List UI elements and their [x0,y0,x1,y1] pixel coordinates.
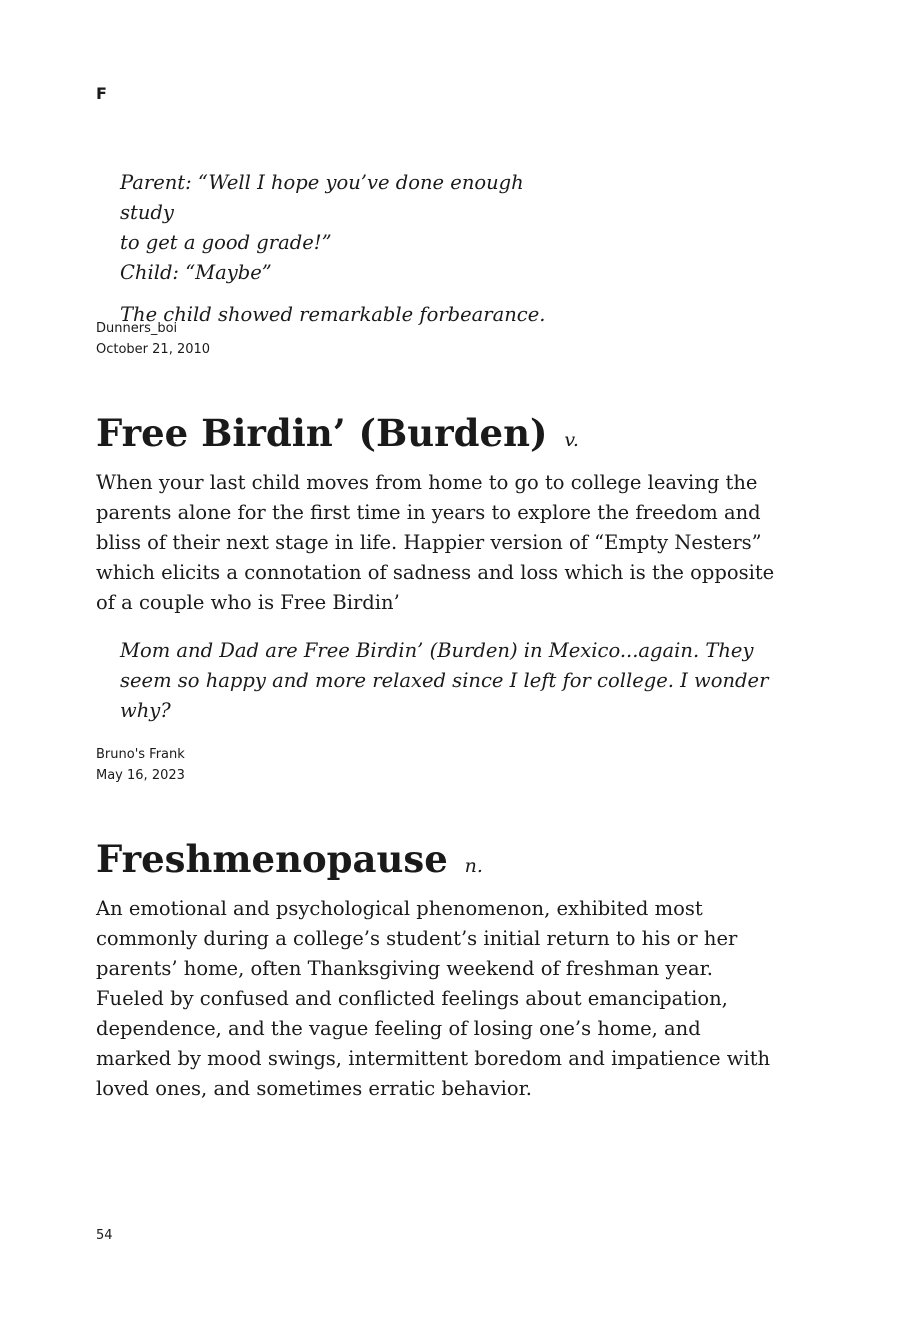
author-name: Dunners_boi [96,321,178,336]
part-of-speech: v. [564,429,579,451]
entry-title [96,411,579,462]
entry-attribution [96,318,210,360]
page-number: 54 [96,1228,113,1243]
example-quote [120,168,580,330]
author-name: Bruno's Frank [96,747,185,762]
entry-attribution [96,744,185,786]
example-text: Mom and Dad are Free Birdin’ (Burden) in Mexico...again. They seem so happy and more relaxed since I left for college. I wonder why? [120,639,769,722]
example-line: to get a good grade!” [120,231,332,254]
entry-term: Free Birdin’ (Burden) [96,411,548,455]
example-line: Parent: “Well I hope you’ve done enough study [120,171,524,224]
entry-term: Freshmenopause [96,837,448,881]
example-quote [120,636,770,726]
part-of-speech: n. [464,855,483,877]
example-line: Child: “Maybe” [120,261,272,284]
example-followup: The child showed remarkable forbearance. [120,303,546,326]
entry-date: May 16, 2023 [96,768,185,783]
entry-title [96,837,483,888]
entry-date: October 21, 2010 [96,342,211,357]
entry-definition: An emotional and psychological phenomenon, exhibited most commonly during a college’s student’s initial return to his or her parents’ home, often Thanksgiving weekend of freshman year. Fueled by confused and conflicted feelings about emancipation, dependence, and the vague feeling of losing one’s home, and marked by mood swings, intermittent boredom and impatience with loved ones, and sometimes erratic behavior. [96,897,771,1100]
section-letter: F [96,84,107,103]
entry-definition: When your last child moves from home to go to college leaving the parents alone for the first time in years to explore the freedom and bliss of their next stage in life. Happier version of “Empty Nesters” which elicits a connotation of sadness and loss which is the opposite of a couple who is Free Birdin’ [96,471,775,614]
